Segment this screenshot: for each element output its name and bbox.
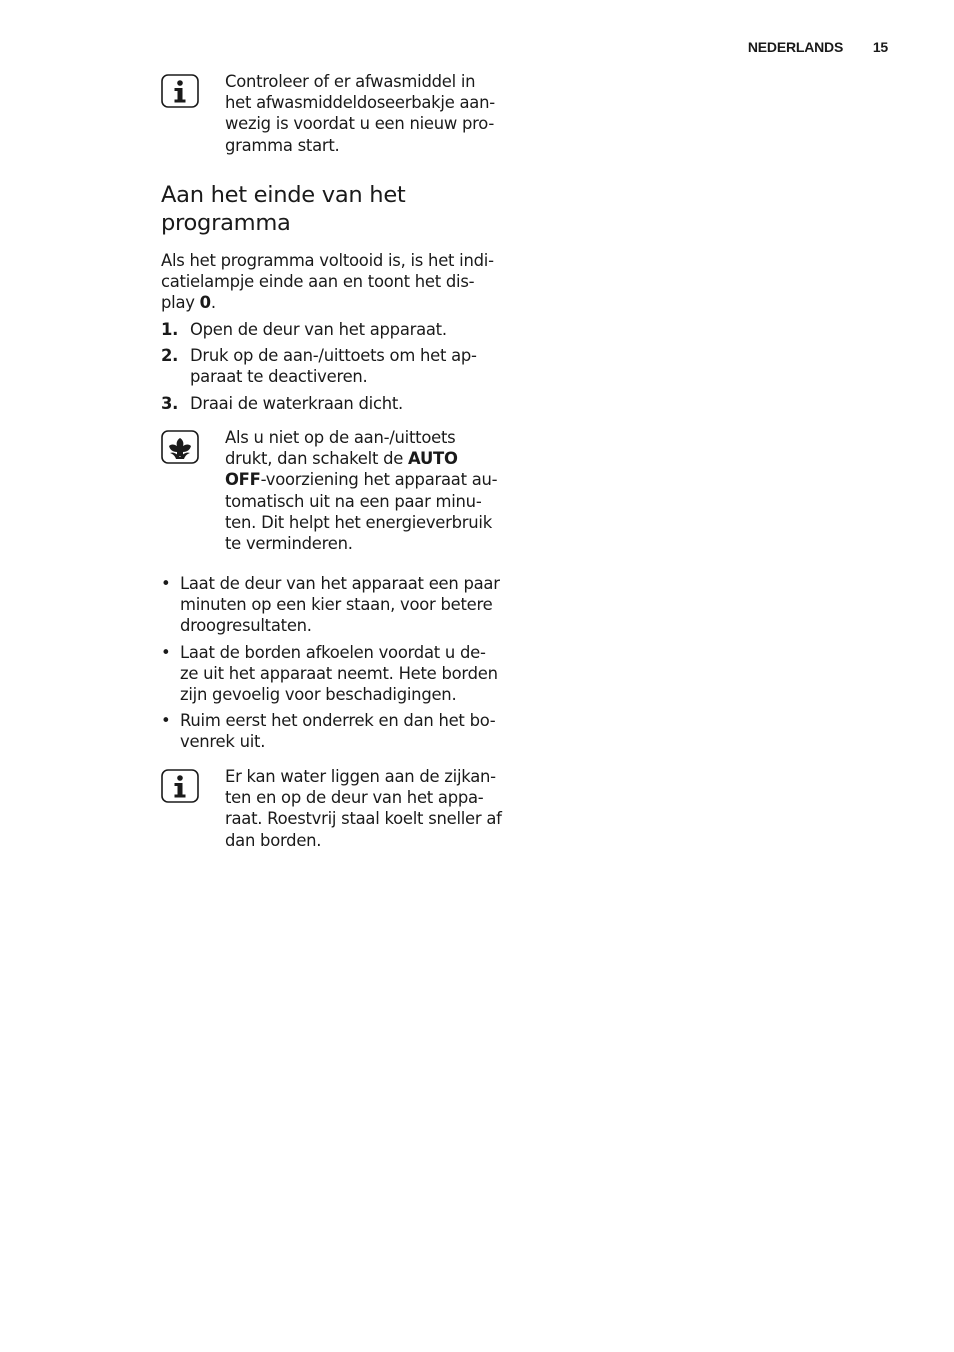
page-number: 15: [872, 39, 888, 55]
list-item: • Laat de borden afkoelen voordat u de- ze uit het apparaat neemt. Hete borden zijn gevoelig voor beschadigingen.: [161, 642, 498, 705]
info-icon: [161, 74, 197, 106]
page-header: [748, 39, 888, 55]
list-item: 3. Draai de waterkraan dicht.: [161, 393, 404, 413]
info-icon: [161, 769, 197, 801]
tips-list: [161, 573, 513, 758]
list-item: 1. Open de deur van het apparaat.: [161, 320, 447, 339]
header-language: NEDERLANDS: [747, 39, 844, 55]
steps-list: [161, 319, 513, 419]
note-text: Als u niet op de aan-/uittoets drukt, dan schakelt de AUTO OFF-voorziening het apparaat au- tomatisch uit na een paar minu- ten. Dit helpt het energieverbruik te verminderen.: [225, 428, 498, 554]
list-item: 2. Druk op de aan-/uittoets om het ap- paraat te deactiveren.: [161, 346, 477, 387]
list-item: • Ruim eerst het onderrek en dan het bo- venrek uit.: [161, 711, 496, 752]
intro-paragraph: Als het programma voltooid is, is het indi- catielampje einde aan en toont het dis- play 0.: [161, 251, 494, 313]
note-text: Er kan water liggen aan de zijkan- ten en op de deur van het appa- raat. Roestvrij staal koelt sneller af dan borden.: [225, 767, 502, 850]
section-heading: Aan het einde van het programma: [161, 182, 406, 236]
eco-leaf-icon: [161, 430, 197, 462]
note-text: Controleer of er afwasmiddel in het afwasmiddeldoseerbakje aan- wezig is voordat u een nieuw pro- gramma start.: [225, 72, 495, 155]
list-item: • Laat de deur van het apparaat een paar minuten op een kier staan, voor betere droogresultaten.: [161, 574, 500, 636]
